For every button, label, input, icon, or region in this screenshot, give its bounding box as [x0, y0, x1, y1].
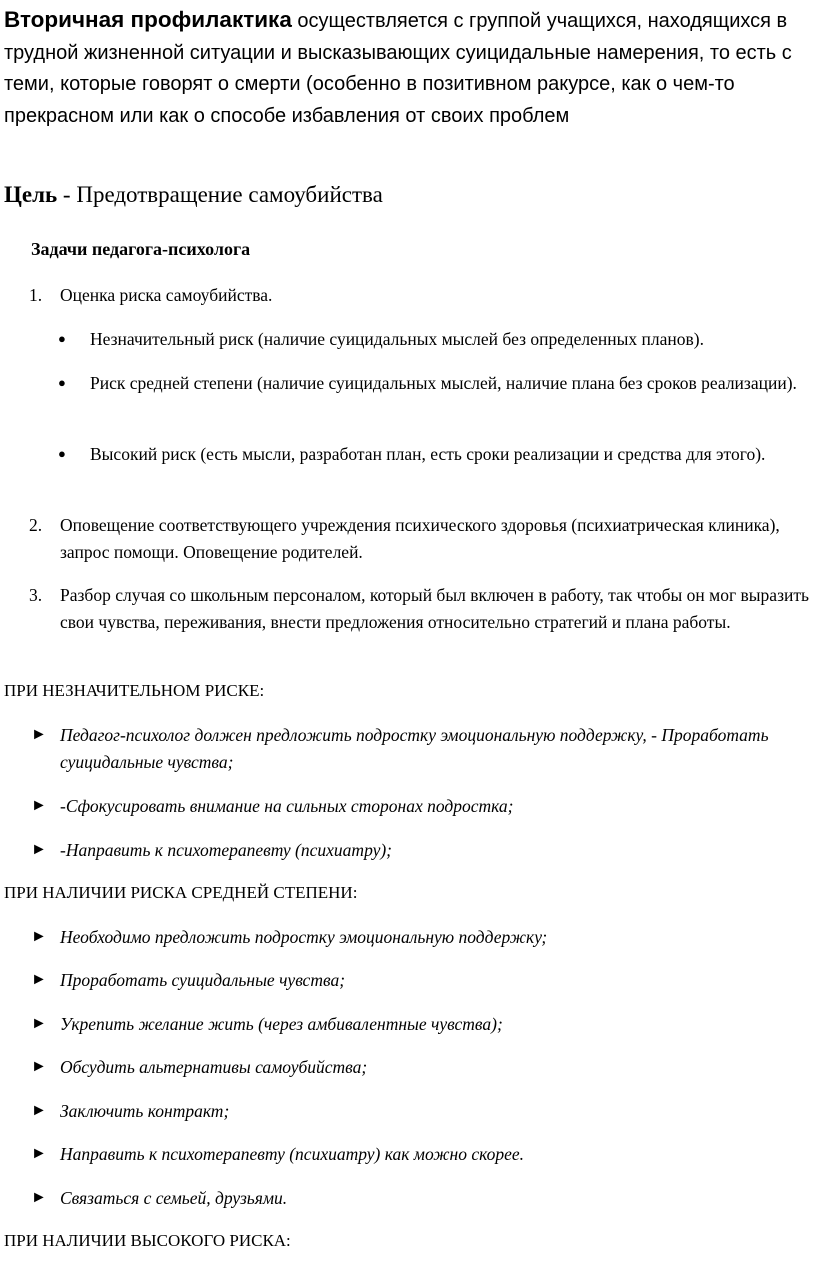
medium-risk-text: Проработать суицидальные чувства; [60, 970, 346, 990]
arrow-bullet-icon: ► [31, 1145, 47, 1162]
arrow-bullet-icon: ► [31, 928, 47, 945]
medium-risk-item [31, 1141, 810, 1168]
low-risk-heading: ПРИ НЕЗНАЧИТЕЛЬНОМ РИСКЕ: [4, 681, 265, 700]
medium-risk-heading: ПРИ НАЛИЧИИ РИСКА СРЕДНЕЙ СТЕПЕНИ: [4, 883, 358, 902]
task-number: 3. [29, 585, 43, 605]
risk-level-text: Риск средней степени (наличие суицидальных мыслей, наличие плана без сроков реализации). [90, 373, 797, 393]
medium-risk-item [31, 1098, 810, 1125]
low-risk-text: Педагог-психолог должен предложить подростку эмоциональную поддержку, - Проработать суицидальные чувства; [60, 725, 769, 772]
goal-line [4, 180, 383, 210]
task-item-2 [29, 512, 816, 565]
medium-risk-text: Направить к психотерапевту (психиатру) как можно скорее. [60, 1144, 525, 1164]
task-item-3 [29, 582, 816, 635]
task-number: 2. [29, 515, 43, 535]
high-risk-heading: ПРИ НАЛИЧИИ ВЫСОКОГО РИСКА: [4, 1231, 291, 1250]
medium-risk-text: Связаться с семьей, друзьями. [60, 1188, 288, 1208]
low-risk-item [31, 837, 810, 864]
goal-text: - Предотвращение самоубийства [57, 182, 383, 207]
intro-paragraph [4, 4, 804, 132]
medium-risk-text: Заключить контракт; [60, 1101, 230, 1121]
risk-level-text: Высокий риск (есть мысли, разработан план, есть сроки реализации и средства для этого). [90, 444, 766, 464]
low-risk-item [31, 722, 810, 775]
task-text: Оценка риска самоубийства. [60, 285, 273, 305]
intro-text: осуществляется с группой учащихся, находящихся в трудной жизненной ситуации и высказывающих суицидальные намерения, то есть с теми, которые говорят о смерти (особенно в позитивном ракурсе, как о чем-то прекрасном или как о способе избавления от своих проблем [4, 10, 792, 127]
goal-label: Цель [4, 182, 58, 207]
bullet-icon: ● [58, 375, 66, 390]
medium-risk-text: Укрепить желание жить (через амбивалентные чувства); [60, 1014, 503, 1034]
medium-risk-item [31, 1185, 810, 1212]
arrow-bullet-icon: ► [31, 1015, 47, 1032]
medium-risk-item [31, 924, 810, 951]
arrow-bullet-icon: ► [31, 971, 47, 988]
arrow-bullet-icon: ► [31, 726, 47, 743]
task-text: Разбор случая со школьным персоналом, который был включен в работу, так чтобы он мог выразить свои чувства, переживания, внести предложения относительно стратегий и плана работы. [60, 585, 809, 632]
risk-level-item [58, 326, 810, 353]
task-number: 1. [29, 285, 43, 305]
risk-level-item [58, 441, 810, 468]
intro-lead-term: Вторичная профилактика [4, 7, 292, 32]
arrow-bullet-icon: ► [31, 1058, 47, 1075]
arrow-bullet-icon: ► [31, 1102, 47, 1119]
task-item-1 [29, 282, 816, 309]
arrow-bullet-icon: ► [31, 841, 47, 858]
task-text: Оповещение соответствующего учреждения психического здоровья (психиатрическая клиника), запрос помощи. Оповещение родителей. [60, 515, 780, 562]
medium-risk-item [31, 1011, 810, 1038]
medium-risk-item [31, 1054, 810, 1081]
bullet-icon: ● [58, 331, 66, 346]
medium-risk-text: Обсудить альтернативы самоубийства; [60, 1057, 368, 1077]
bullet-icon: ● [58, 446, 66, 461]
risk-level-item [58, 370, 810, 397]
medium-risk-text: Необходимо предложить подростку эмоциональную поддержку; [60, 927, 548, 947]
low-risk-item [31, 793, 810, 820]
arrow-bullet-icon: ► [31, 797, 47, 814]
low-risk-text: -Сфокусировать внимание на сильных сторонах подростка; [60, 796, 514, 816]
risk-level-text: Незначительный риск (наличие суицидальных мыслей без определенных планов). [90, 329, 704, 349]
low-risk-text: -Направить к психотерапевту (психиатру); [60, 840, 393, 860]
medium-risk-item [31, 967, 810, 994]
tasks-heading: Задачи педагога-психолога [31, 239, 251, 259]
arrow-bullet-icon: ► [31, 1189, 47, 1206]
